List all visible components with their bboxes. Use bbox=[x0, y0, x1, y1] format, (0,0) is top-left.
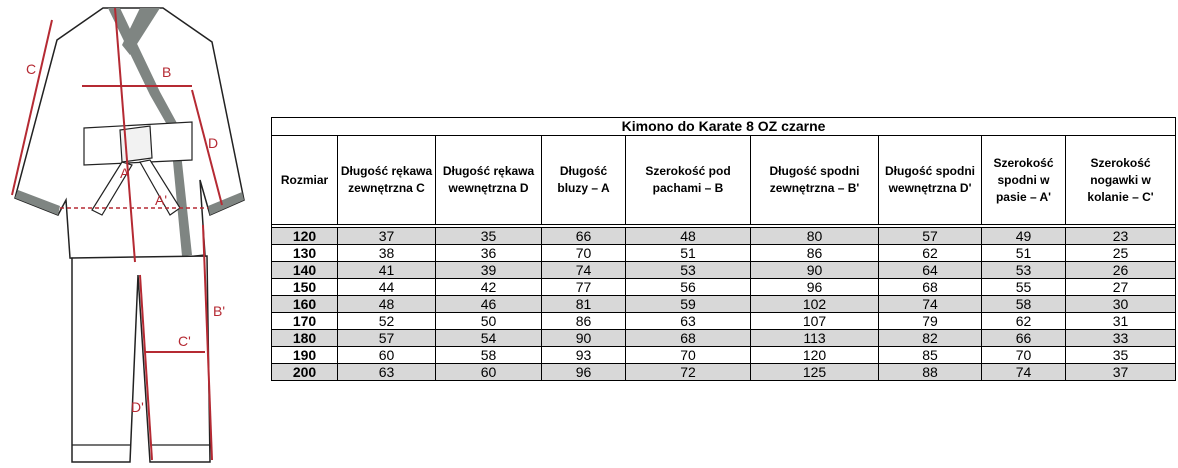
value-cell: 25 bbox=[1066, 245, 1176, 262]
value-cell: 96 bbox=[542, 364, 626, 381]
label-d: D bbox=[208, 135, 219, 151]
size-cell: 180 bbox=[272, 330, 338, 347]
table-row bbox=[272, 296, 1176, 313]
value-cell: 70 bbox=[982, 347, 1066, 364]
value-cell: 41 bbox=[338, 262, 436, 279]
header-col-1: Długość rękawa zewnętrzna C bbox=[338, 136, 436, 225]
value-cell: 57 bbox=[338, 330, 436, 347]
value-cell: 55 bbox=[982, 279, 1066, 296]
size-cell: 130 bbox=[272, 245, 338, 262]
value-cell: 68 bbox=[879, 279, 982, 296]
value-cell: 80 bbox=[751, 228, 879, 245]
value-cell: 37 bbox=[1066, 364, 1176, 381]
header-col-5: Długość spodni zewnętrzna – B' bbox=[751, 136, 879, 225]
value-cell: 26 bbox=[1066, 262, 1176, 279]
size-cell: 120 bbox=[272, 228, 338, 245]
value-cell: 59 bbox=[626, 296, 751, 313]
value-cell: 57 bbox=[879, 228, 982, 245]
value-cell: 82 bbox=[879, 330, 982, 347]
value-cell: 86 bbox=[542, 313, 626, 330]
value-cell: 42 bbox=[436, 279, 542, 296]
value-cell: 70 bbox=[542, 245, 626, 262]
value-cell: 44 bbox=[338, 279, 436, 296]
value-cell: 90 bbox=[751, 262, 879, 279]
value-cell: 107 bbox=[751, 313, 879, 330]
value-cell: 60 bbox=[436, 364, 542, 381]
header-size: Rozmiar bbox=[272, 136, 338, 225]
value-cell: 49 bbox=[982, 228, 1066, 245]
size-cell: 160 bbox=[272, 296, 338, 313]
value-cell: 35 bbox=[436, 228, 542, 245]
table-row bbox=[272, 347, 1176, 364]
label-b: B bbox=[162, 64, 172, 80]
size-cell: 150 bbox=[272, 279, 338, 296]
value-cell: 38 bbox=[338, 245, 436, 262]
size-table-container bbox=[271, 117, 1175, 381]
value-cell: 23 bbox=[1066, 228, 1176, 245]
value-cell: 37 bbox=[338, 228, 436, 245]
value-cell: 56 bbox=[626, 279, 751, 296]
header-col-2: Długość rękawa wewnętrzna D bbox=[436, 136, 542, 225]
label-d-prime: D' bbox=[131, 399, 144, 415]
header-col-8: Szerokość nogawki w kolanie – C' bbox=[1066, 136, 1176, 225]
value-cell: 125 bbox=[751, 364, 879, 381]
table-header-row bbox=[272, 136, 1176, 225]
value-cell: 120 bbox=[751, 347, 879, 364]
value-cell: 86 bbox=[751, 245, 879, 262]
value-cell: 50 bbox=[436, 313, 542, 330]
label-a: A bbox=[120, 165, 130, 181]
value-cell: 35 bbox=[1066, 347, 1176, 364]
value-cell: 66 bbox=[542, 228, 626, 245]
value-cell: 74 bbox=[982, 364, 1066, 381]
value-cell: 96 bbox=[751, 279, 879, 296]
table-row bbox=[272, 330, 1176, 347]
value-cell: 66 bbox=[982, 330, 1066, 347]
value-cell: 77 bbox=[542, 279, 626, 296]
value-cell: 90 bbox=[542, 330, 626, 347]
value-cell: 46 bbox=[436, 296, 542, 313]
value-cell: 48 bbox=[338, 296, 436, 313]
table-row bbox=[272, 228, 1176, 245]
value-cell: 60 bbox=[338, 347, 436, 364]
label-c: C bbox=[26, 61, 37, 77]
header-col-4: Szerokość pod pachami – B bbox=[626, 136, 751, 225]
value-cell: 62 bbox=[982, 313, 1066, 330]
value-cell: 64 bbox=[879, 262, 982, 279]
value-cell: 72 bbox=[626, 364, 751, 381]
value-cell: 36 bbox=[436, 245, 542, 262]
table-row bbox=[272, 245, 1176, 262]
header-col-3: Długość bluzy – A bbox=[542, 136, 626, 225]
table-row bbox=[272, 279, 1176, 296]
value-cell: 53 bbox=[626, 262, 751, 279]
value-cell: 53 bbox=[982, 262, 1066, 279]
size-table bbox=[271, 117, 1176, 381]
value-cell: 88 bbox=[879, 364, 982, 381]
size-cell: 200 bbox=[272, 364, 338, 381]
value-cell: 52 bbox=[338, 313, 436, 330]
value-cell: 93 bbox=[542, 347, 626, 364]
value-cell: 79 bbox=[879, 313, 982, 330]
value-cell: 102 bbox=[751, 296, 879, 313]
value-cell: 81 bbox=[542, 296, 626, 313]
value-cell: 74 bbox=[879, 296, 982, 313]
value-cell: 68 bbox=[626, 330, 751, 347]
value-cell: 54 bbox=[436, 330, 542, 347]
value-cell: 58 bbox=[982, 296, 1066, 313]
value-cell: 31 bbox=[1066, 313, 1176, 330]
value-cell: 30 bbox=[1066, 296, 1176, 313]
value-cell: 74 bbox=[542, 262, 626, 279]
value-cell: 39 bbox=[436, 262, 542, 279]
value-cell: 63 bbox=[626, 313, 751, 330]
header-col-6: Długość spodni wewnętrzna D' bbox=[879, 136, 982, 225]
kimono-measurement-diagram bbox=[0, 0, 262, 468]
label-b-prime: B' bbox=[213, 303, 226, 319]
value-cell: 62 bbox=[879, 245, 982, 262]
header-col-7: Szerokość spodni w pasie – A' bbox=[982, 136, 1066, 225]
table-row bbox=[272, 313, 1176, 330]
value-cell: 63 bbox=[338, 364, 436, 381]
label-a-prime: A' bbox=[155, 192, 168, 208]
table-row bbox=[272, 262, 1176, 279]
size-cell: 170 bbox=[272, 313, 338, 330]
label-c-prime: C' bbox=[178, 333, 191, 349]
value-cell: 27 bbox=[1066, 279, 1176, 296]
table-row bbox=[272, 364, 1176, 381]
value-cell: 85 bbox=[879, 347, 982, 364]
value-cell: 113 bbox=[751, 330, 879, 347]
value-cell: 70 bbox=[626, 347, 751, 364]
value-cell: 58 bbox=[436, 347, 542, 364]
size-cell: 140 bbox=[272, 262, 338, 279]
value-cell: 51 bbox=[626, 245, 751, 262]
value-cell: 51 bbox=[982, 245, 1066, 262]
value-cell: 33 bbox=[1066, 330, 1176, 347]
size-cell: 190 bbox=[272, 347, 338, 364]
table-title: Kimono do Karate 8 OZ czarne bbox=[272, 118, 1176, 136]
table-body bbox=[272, 225, 1176, 381]
value-cell: 48 bbox=[626, 228, 751, 245]
